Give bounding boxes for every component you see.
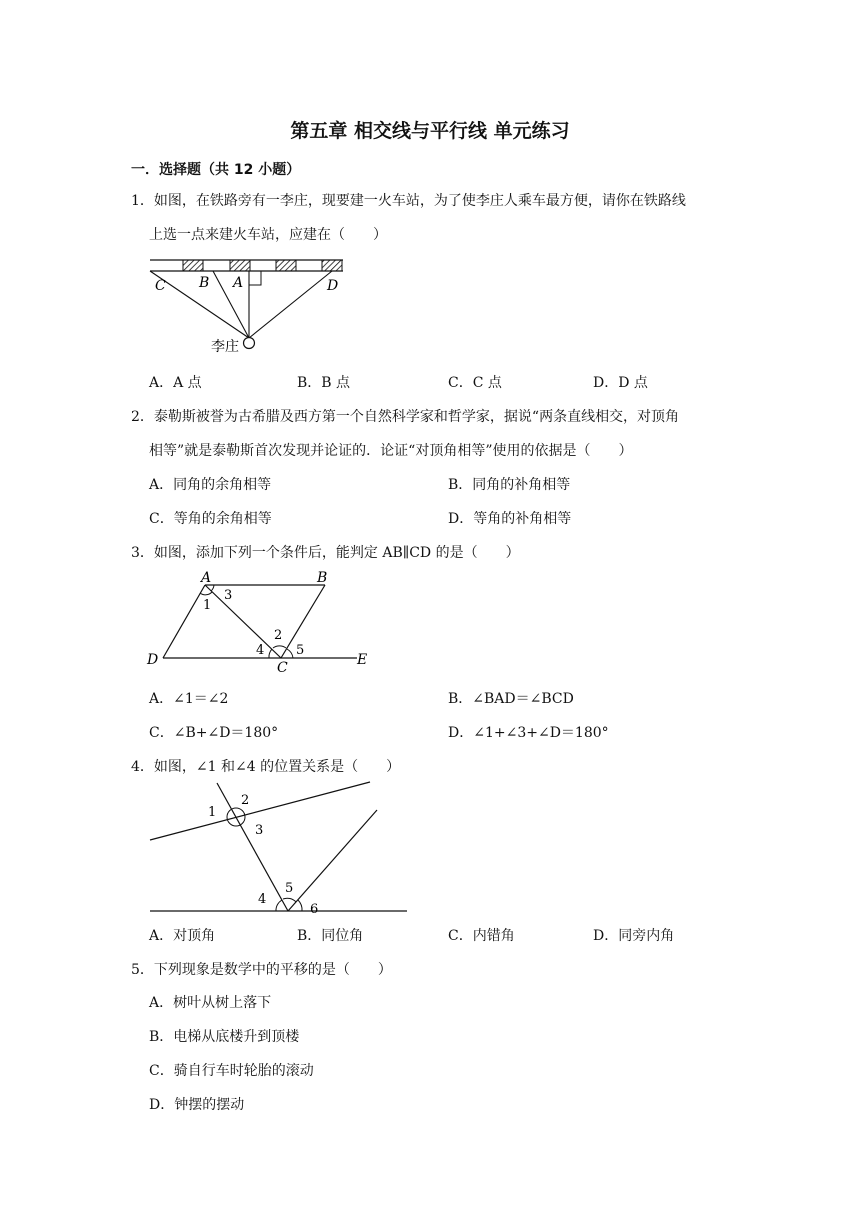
angle-2: 2 <box>241 793 250 808</box>
q2-option-d[interactable]: D．等角的补角相等 <box>448 511 572 527</box>
angle-5: 5 <box>296 643 305 658</box>
angle-2: 2 <box>274 628 283 643</box>
rail-tie <box>322 260 342 271</box>
label-C: C <box>277 660 288 676</box>
q3-option-a[interactable]: A．∠1＝∠2 <box>149 691 229 707</box>
q4-option-a[interactable]: A．对顶角 <box>149 928 216 944</box>
q2-text-line1: 2．泰勒斯被誉为古希腊及西方第一个自然科学家和哲学家，据说“两条直线相交，对顶角 <box>131 409 680 425</box>
q4-figure <box>145 778 415 918</box>
q4-text-line1: 4．如图，∠1 和∠4 的位置关系是（ ） <box>131 759 401 775</box>
label-A: A <box>201 570 212 586</box>
q4-option-b[interactable]: B．同位角 <box>297 928 364 944</box>
q5-option-a[interactable]: A．树叶从树上落下 <box>149 995 272 1011</box>
q2-text-line2: 相等”就是泰勒斯首次发现并论证的．论证“对顶角相等”使用的依据是（ ） <box>149 443 633 459</box>
angle-6: 6 <box>310 902 319 917</box>
q2-option-c[interactable]: C．等角的余角相等 <box>149 511 272 527</box>
q1-figure <box>145 252 350 354</box>
page-title: 第五章 相交线与平行线 单元练习 <box>290 120 570 142</box>
angle-4: 4 <box>256 643 265 658</box>
q4-option-d[interactable]: D．同旁内角 <box>593 928 675 944</box>
q5-option-d[interactable]: D．钟摆的摆动 <box>149 1097 245 1113</box>
rail-tie <box>230 260 250 271</box>
q3-figure <box>145 568 375 678</box>
angle-1: 1 <box>203 598 212 613</box>
q5-option-b[interactable]: B．电梯从底楼升到顶楼 <box>149 1029 300 1045</box>
q5-text-line1: 5．下列现象是数学中的平移的是（ ） <box>131 962 392 978</box>
label-D: D <box>147 652 159 668</box>
label-B: B <box>199 275 210 291</box>
label-E: E <box>357 652 368 668</box>
label-D: D <box>327 278 339 294</box>
q3-option-c[interactable]: C．∠B+∠D＝180° <box>149 725 279 741</box>
label-A: A <box>233 275 244 291</box>
q1-option-a[interactable]: A．A 点 <box>149 375 202 391</box>
label-village: 李庄 <box>211 339 239 354</box>
angle-1: 1 <box>208 805 217 820</box>
rail-tie <box>276 260 296 271</box>
label-C: C <box>155 278 166 294</box>
q4-option-c[interactable]: C．内错角 <box>448 928 515 944</box>
q1-option-b[interactable]: B．B 点 <box>297 375 351 391</box>
q2-option-a[interactable]: A．同角的余角相等 <box>149 477 272 493</box>
q1-option-d[interactable]: D．D 点 <box>593 375 648 391</box>
q5-option-c[interactable]: C．骑自行车时轮胎的滚动 <box>149 1063 314 1079</box>
angle-5: 5 <box>285 881 294 896</box>
q3-option-b[interactable]: B．∠BAD＝∠BCD <box>448 691 574 707</box>
label-B: B <box>317 570 328 586</box>
q1-text-line2: 上选一点来建火车站，应建在（ ） <box>149 227 387 243</box>
q1-option-c[interactable]: C．C 点 <box>448 375 502 391</box>
angle-3: 3 <box>255 823 264 838</box>
q2-option-b[interactable]: B．同角的补角相等 <box>448 477 571 493</box>
village-marker <box>244 338 255 349</box>
rail-tie <box>183 260 203 271</box>
q3-option-d[interactable]: D．∠1+∠3+∠D＝180° <box>448 725 609 741</box>
section-heading: 一．选择题（共 12 小题） <box>131 162 301 178</box>
angle-4: 4 <box>258 892 267 907</box>
q3-text-line1: 3．如图，添加下列一个条件后，能判定 AB∥CD 的是（ ） <box>131 545 520 561</box>
angle-3: 3 <box>224 588 233 603</box>
q1-text-line1: 1．如图，在铁路旁有一李庄，现要建一火车站，为了使李庄人乘车最方便，请你在铁路线 <box>131 193 686 209</box>
